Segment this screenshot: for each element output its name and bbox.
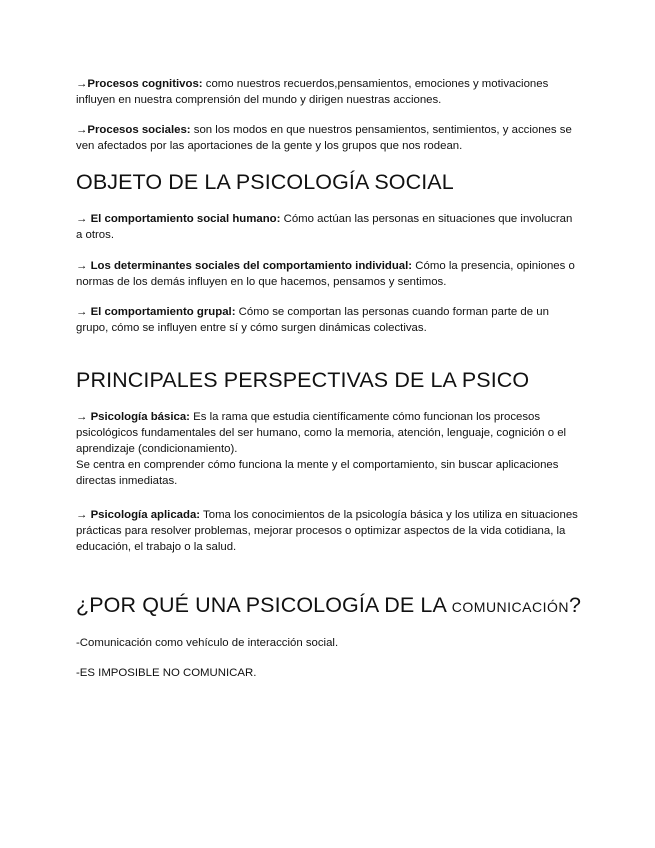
intro-item-cognitive	[76, 76, 581, 108]
item-arrow: →	[76, 260, 91, 272]
item-arrow: →	[76, 306, 91, 318]
item-term: El comportamiento grupal:	[90, 306, 236, 318]
item-term: Procesos sociales:	[87, 124, 191, 136]
heading-small-caps: COMUNICACIÓN	[451, 599, 570, 615]
item-arrow: →	[76, 411, 91, 423]
heading-main: ¿POR QUÉ UNA PSICOLOGÍA DE LA	[76, 593, 452, 617]
item-arrow: →	[76, 124, 88, 136]
intro-item-social	[76, 122, 581, 154]
item-term: Psicología básica:	[90, 411, 190, 423]
item-arrow: →	[76, 213, 91, 225]
item-text: Cómo se comportan las personas cuando forman parte de un grupo, cómo se influyen entre sí y cómo surgen dinámicas colectivas.	[76, 306, 549, 334]
item-arrow: →	[76, 78, 88, 90]
item-extra-text: Se centra en comprender cómo funciona la mente y el comportamiento, sin buscar aplicaciones directas inmediatas.	[76, 459, 559, 487]
objeto-item-2	[76, 258, 581, 290]
item-text: Cómo actúan las personas en situaciones que involucran a otros.	[76, 213, 573, 241]
item-text: son los modos en que nuestros pensamientos, sentimientos, y acciones se ven afectados por las aportaciones de la gente y los grupos que nos rodean.	[76, 124, 572, 152]
heading-objeto: OBJETO DE LA PSICOLOGÍA SOCIAL	[76, 170, 454, 194]
item-text: Cómo la presencia, opiniones o normas de los demás influyen en lo que hacemos, pensamos y sentimos.	[76, 260, 575, 288]
perspectiva-basica	[76, 409, 581, 489]
comunicacion-line-1: -Comunicación como vehículo de interacción social.	[76, 637, 339, 649]
objeto-item-3	[76, 304, 581, 336]
item-text: Es la rama que estudia científicamente cómo funcionan los procesos psicológicos fundamentales del ser humano, como la memoria, atención, lenguaje, cognición o el aprendizaje (condicionamiento).	[76, 411, 567, 455]
comunicacion-line-2: -ES IMPOSIBLE NO COMUNICAR.	[76, 667, 257, 679]
item-arrow: →	[76, 509, 91, 521]
item-term: Procesos cognitivos:	[87, 78, 203, 90]
perspectiva-aplicada	[76, 507, 581, 555]
item-text: Toma los conocimientos de la psicología básica y los utiliza en situaciones prácticas para resolver problemas, mejorar procesos o optimizar aspectos de la vida cotidiana, la educación, el trabajo o la salud.	[76, 509, 578, 553]
heading-perspectivas: PRINCIPALES PERSPECTIVAS DE LA PSICO	[76, 368, 530, 392]
heading-comunicacion	[76, 592, 581, 620]
item-term: Psicología aplicada:	[90, 509, 201, 521]
heading-end: ?	[569, 593, 582, 617]
item-text: como nuestros recuerdos,pensamientos, emociones y motivaciones influyen en nuestra comprensión del mundo y dirigen nuestras acciones.	[76, 78, 549, 106]
item-term: Los determinantes sociales del comportamiento individual:	[90, 260, 413, 272]
objeto-item-1	[76, 211, 581, 243]
item-term: El comportamiento social humano:	[90, 213, 281, 225]
